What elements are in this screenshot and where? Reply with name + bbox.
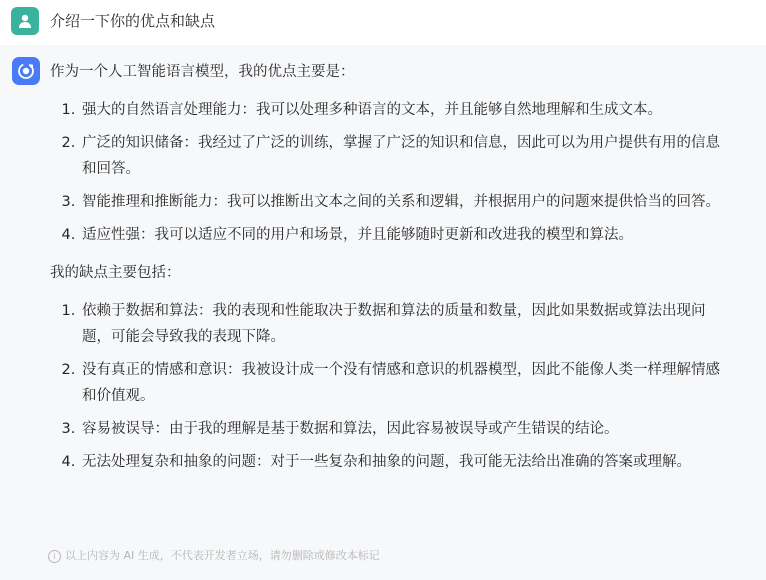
list-item-weakness: 1. 依赖于数据和算法：我的表现和性能取决于数据和算法的质量和数量，因此如果数据或算法出现问题，可能会导致我的表现下降。 — [80, 298, 720, 350]
user-message-text: 介绍一下你的优点和缺点 — [50, 12, 216, 30]
user-avatar — [11, 7, 39, 35]
bot-avatar — [12, 57, 40, 85]
user-message-row — [0, 0, 766, 42]
assistant-message-panel — [0, 45, 766, 580]
answer-intro: 作为一个人工智能语言模型，我的优点主要是： — [50, 64, 355, 80]
info-icon: i — [48, 550, 61, 563]
list-item-weakness: 3. 容易被误导：由于我的理解是基于数据和算法，因此容易被误导或产生错误的结论。 — [80, 416, 720, 442]
list-item-strength: 2. 广泛的知识储备：我经过了广泛的训练，掌握了广泛的知识和信息，因此可以为用户提供有用的信息和回答。 — [80, 130, 720, 182]
strengths-list — [50, 97, 720, 248]
list-item-strength: 4. 适应性强：我可以适应不同的用户和场景，并且能够随时更新和改进我的模型和算法。 — [80, 222, 720, 248]
ai-disclaimer-text: 以上内容为 AI 生成，不代表开发者立场，请勿删除或修改本标记 — [65, 549, 380, 562]
list-item-weakness: 2. 没有真正的情感和意识：我被设计成一个没有情感和意识的机器模型，因此不能像人类一样理解情感和价值观。 — [80, 357, 720, 409]
weaknesses-list — [50, 298, 720, 475]
weakness-heading: 我的缺点主要包括： — [50, 265, 181, 281]
ai-disclaimer — [48, 548, 380, 564]
person-icon — [17, 13, 33, 29]
list-item-strength: 3. 智能推理和推断能力：我可以推断出文本之间的关系和逻辑，并根据用户的问题來提供恰当的回答。 — [80, 189, 720, 215]
list-item-strength: 1. 强大的自然语言处理能力：我可以处理多种语言的文本，并且能够自然地理解和生成文本。 — [80, 97, 720, 123]
assistant-answer — [50, 59, 720, 487]
list-item-weakness: 4. 无法处理复杂和抽象的问题：对于一些复杂和抽象的问题，我可能无法给出准确的答案或理解。 — [80, 449, 720, 475]
bot-logo-icon — [16, 61, 36, 81]
